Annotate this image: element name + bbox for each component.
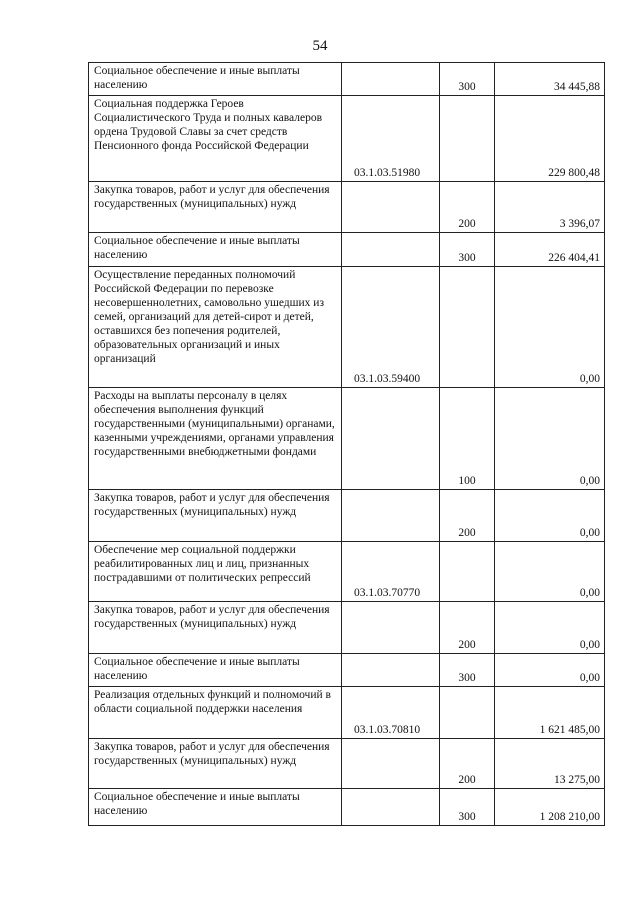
row-code xyxy=(342,739,440,789)
row-name: Социальная поддержка Героев Социалистического Труда и полных кавалеров ордена Трудовой Славы за счет средств Пенсионного фонда Российской Федерации xyxy=(89,96,342,182)
table-row xyxy=(89,654,605,687)
row-expense-type: 200 xyxy=(440,739,495,789)
row-expense-type: 300 xyxy=(440,654,495,687)
row-expense-type: 100 xyxy=(440,388,495,490)
row-code: 03.1.03.70770 xyxy=(342,542,440,602)
table-row xyxy=(89,388,605,490)
row-expense-type: 300 xyxy=(440,789,495,826)
row-amount: 0,00 xyxy=(495,388,605,490)
row-expense-type: 300 xyxy=(440,233,495,267)
table-row xyxy=(89,739,605,789)
row-amount: 3 396,07 xyxy=(495,182,605,233)
table-row xyxy=(89,63,605,96)
row-expense-type xyxy=(440,267,495,388)
row-name: Закупка товаров, работ и услуг для обеспечения государственных (муниципальных) нужд xyxy=(89,490,342,542)
row-name: Реализация отдельных функций и полномочий в области социальной поддержки населения xyxy=(89,687,342,739)
row-expense-type: 200 xyxy=(440,490,495,542)
row-amount: 0,00 xyxy=(495,602,605,654)
row-expense-type: 200 xyxy=(440,182,495,233)
row-expense-type xyxy=(440,687,495,739)
row-amount: 0,00 xyxy=(495,654,605,687)
row-name: Социальное обеспечение и иные выплаты населению xyxy=(89,63,342,96)
table-row xyxy=(89,233,605,267)
row-code xyxy=(342,602,440,654)
row-amount: 13 275,00 xyxy=(495,739,605,789)
row-code xyxy=(342,388,440,490)
row-amount: 0,00 xyxy=(495,490,605,542)
row-amount: 0,00 xyxy=(495,267,605,388)
table-row xyxy=(89,602,605,654)
row-code xyxy=(342,789,440,826)
row-name: Социальное обеспечение и иные выплаты населению xyxy=(89,233,342,267)
row-expense-type xyxy=(440,96,495,182)
row-name: Закупка товаров, работ и услуг для обеспечения государственных (муниципальных) нужд xyxy=(89,182,342,233)
row-code xyxy=(342,654,440,687)
row-code: 03.1.03.51980 xyxy=(342,96,440,182)
row-code xyxy=(342,490,440,542)
table-row xyxy=(89,789,605,826)
row-code: 03.1.03.59400 xyxy=(342,267,440,388)
budget-table xyxy=(88,62,605,826)
table-row xyxy=(89,267,605,388)
row-name: Социальное обеспечение и иные выплаты населению xyxy=(89,789,342,826)
row-name: Закупка товаров, работ и услуг для обеспечения государственных (муниципальных) нужд xyxy=(89,739,342,789)
row-amount: 1 621 485,00 xyxy=(495,687,605,739)
table-row xyxy=(89,687,605,739)
row-amount: 34 445,88 xyxy=(495,63,605,96)
row-amount: 1 208 210,00 xyxy=(495,789,605,826)
row-code: 03.1.03.70810 xyxy=(342,687,440,739)
row-amount: 229 800,48 xyxy=(495,96,605,182)
row-name: Осуществление переданных полномочий Российской Федерации по перевозке несовершеннолетних, самовольно ушедших из семей, организаций для детей-сирот и детей, оставшихся без попечения родителей, образовательных организаций и иных организаций xyxy=(89,267,342,388)
row-expense-type xyxy=(440,542,495,602)
row-amount: 0,00 xyxy=(495,542,605,602)
row-code xyxy=(342,233,440,267)
table-row xyxy=(89,542,605,602)
table-row xyxy=(89,490,605,542)
row-expense-type: 300 xyxy=(440,63,495,96)
table-row xyxy=(89,182,605,233)
row-code xyxy=(342,182,440,233)
row-code xyxy=(342,63,440,96)
page-number: 54 xyxy=(312,38,328,54)
row-expense-type: 200 xyxy=(440,602,495,654)
row-name: Обеспечение мер социальной поддержки реабилитированных лиц и лиц, признанных пострадавшими от политических репрессий xyxy=(89,542,342,602)
row-amount: 226 404,41 xyxy=(495,233,605,267)
row-name: Закупка товаров, работ и услуг для обеспечения государственных (муниципальных) нужд xyxy=(89,602,342,654)
row-name: Расходы на выплаты персоналу в целях обеспечения выполнения функций государственными (муниципальными) органами, казенными учреждениями, органами управления государственными внебюджетными фондами xyxy=(89,388,342,490)
row-name: Социальное обеспечение и иные выплаты населению xyxy=(89,654,342,687)
table-row xyxy=(89,96,605,182)
